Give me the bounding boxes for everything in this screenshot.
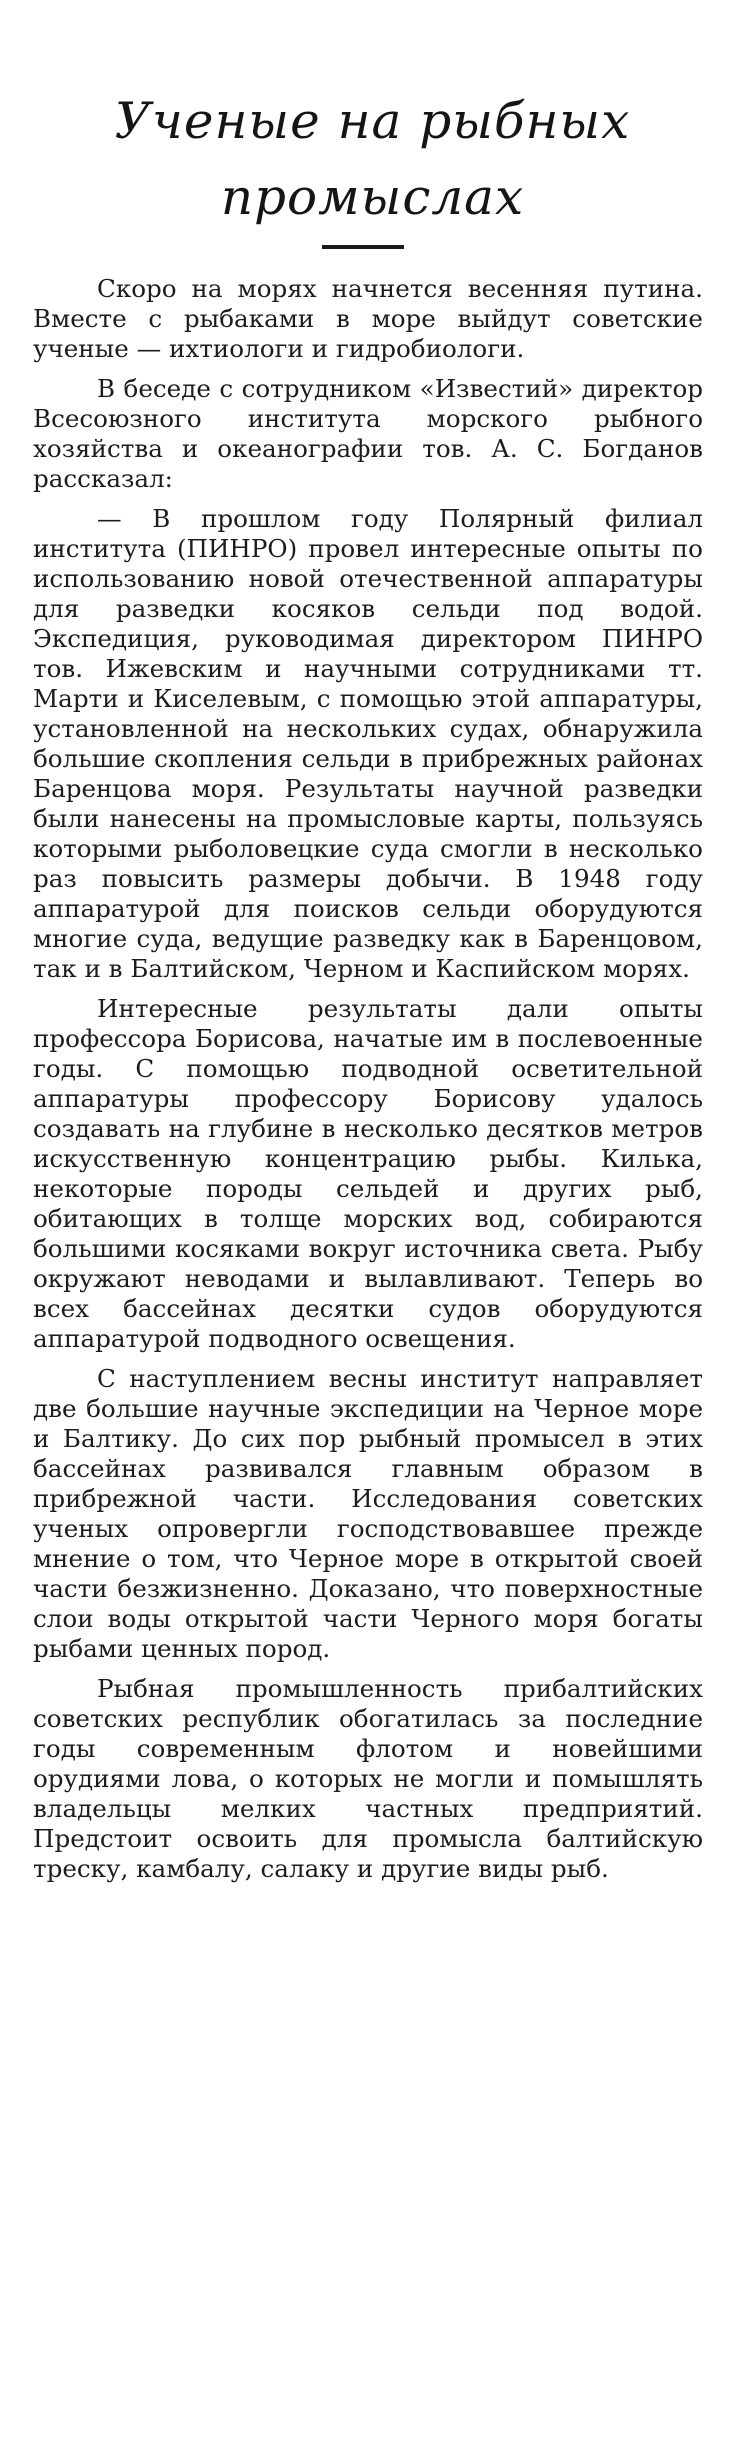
article-body bbox=[33, 274, 703, 1894]
paragraph-baltic: Рыбная промышленность прибалтийских советских республик обогатилась за последние годы современным флотом и новейшими орудиями лова, о которых не могли и помышлять владельцы мелких частных предприятий. Предстоит освоить для промысла балтийскую треску, камбалу, салаку и другие виды рыб. bbox=[33, 1674, 703, 1883]
headline-line-2: промыслах bbox=[220, 168, 525, 226]
paragraph-intro: Скоро на морях начнется весенняя путина. Вместе с рыбаками в море выйдут советские ученые — ихтиологи и гидробиологи. bbox=[33, 274, 703, 363]
paragraph-interview: В беседе с сотрудником «Известий» директор Всесоюзного института морского рыбного хозяйства и океанографии тов. А. С. Богданов рассказал: bbox=[33, 374, 703, 493]
paragraph-pinro: — В прошлом году Полярный филиал института (ПИНРО) провел интересные опыты по использованию новой отечественной аппаратуры для разведки косяков сельди под водой. Экспедиция, руководимая директором ПИНРО тов. Ижевским и научными сотрудниками тт. Марти и Киселевым, с помощью этой аппаратуры, установленной на нескольких судах, обнаружила большие скопления сельди в прибрежных районах Баренцова моря. Результаты научной разведки были нанесены на промысловые карты, пользуясь которыми рыболовецкие суда смогли в несколько раз повысить размеры добычи. В 1948 году аппаратурой для поисков сельди оборудуются многие суда, ведущие разведку как в Баренцовом, так и в Балтийском, Черном и Каспийском морях. bbox=[33, 504, 703, 983]
paragraph-borisov: Интересные результаты дали опыты профессора Борисова, начатые им в послевоенные годы. С помощью подводной осветительной аппаратуры профессору Борисову удалось создавать на глубине в несколько десятков метров искусственную концентрацию рыбы. Килька, некоторые породы сельдей и других рыб, обитающих в толще морских вод, собираются большими косяками вокруг источника света. Рыбу окружают неводами и вылавливают. Теперь во всех бассейнах десятки судов оборудуются аппаратурой подводного освещения. bbox=[33, 994, 703, 1353]
title-divider bbox=[322, 245, 404, 249]
headline-line-1: Ученые на рыбных bbox=[114, 92, 631, 150]
paragraph-expeditions: С наступлением весны институт направляет две большие научные экспедиции на Черное море и Балтику. До сих пор рыбный промысел в этих бассейнах развивался главным образом в прибрежной части. Исследования советских ученых опровергли господствовавшее прежде мнение о том, что Черное море в открытой своей части безжизненно. Доказано, что поверхностные слои воды открытой части Черного моря богаты рыбами ценных пород. bbox=[33, 1364, 703, 1663]
